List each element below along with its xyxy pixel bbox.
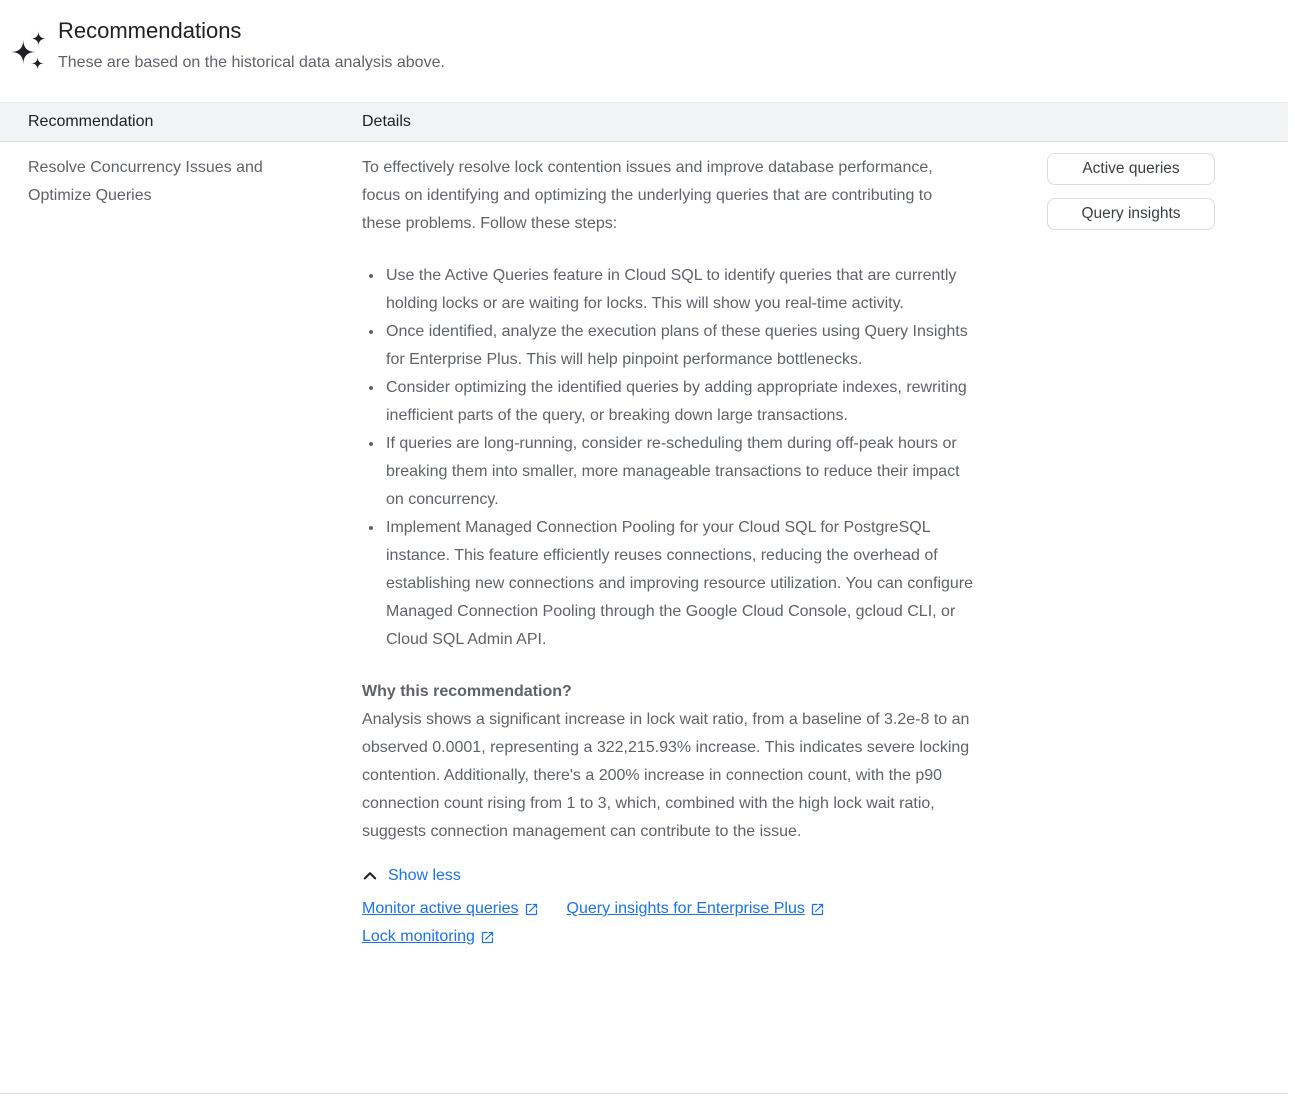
page-title: Recommendations bbox=[58, 18, 242, 43]
external-link-icon bbox=[810, 902, 825, 917]
table-header-row bbox=[0, 102, 1288, 142]
active-queries-chip[interactable]: Active queries bbox=[1047, 153, 1215, 185]
why-recommendation-text: Analysis shows a significant increase in lock wait ratio, from a baseline of 3.2e-8 to an observed 0.0001, representing a 322,215.93% increase. This indicates severe locking contention. Additionally, there's a 200% increase in connection count, with the p90 connection count rising from 1 to 3, which, combined with the high lock wait ratio, suggests connection management can contribute to the issue. bbox=[362, 711, 970, 840]
list-item: • Consider optimizing the identified queries by adding appropriate indexes, rewriting inefficient parts of the query, or breaking down large transactions. bbox=[384, 374, 974, 430]
header-text bbox=[58, 16, 445, 75]
panel-header bbox=[0, 0, 1295, 75]
list-item: • Use the Active Queries feature in Cloud SQL to identify queries that are currently holding locks or are waiting for locks. This will show you real-time activity. bbox=[384, 262, 974, 318]
list-item: • If queries are long-running, consider re-scheduling them during off-peak hours or breaking them into smaller, more manageable transactions to reduce their impact on concurrency. bbox=[384, 430, 974, 514]
link-monitor-active-queries[interactable] bbox=[362, 895, 539, 923]
details-intro: To effectively resolve lock contention issues and improve database performance, focus on identifying and optimizing the underlying queries that are contributing to these problems. Follow these steps: bbox=[362, 159, 933, 232]
external-link-icon bbox=[480, 930, 495, 945]
steps-list bbox=[362, 262, 974, 654]
show-less-button[interactable] bbox=[362, 862, 461, 890]
gemini-sparkle-icon bbox=[10, 28, 48, 74]
chevron-up-icon bbox=[362, 868, 378, 884]
related-links bbox=[362, 895, 974, 951]
list-item: • Once identified, analyze the execution plans of these queries using Query Insights for Enterprise Plus. This will help pinpoint performance bottlenecks. bbox=[384, 318, 974, 374]
links-row bbox=[362, 895, 974, 923]
recommendation-title-cell: Resolve Concurrency Issues and Optimize Queries bbox=[28, 159, 263, 204]
recommendations-table bbox=[0, 102, 1288, 1094]
list-item: • Implement Managed Connection Pooling for your Cloud SQL for PostgreSQL instance. This feature efficiently reuses connections, reducing the overhead of establishing new connections and improving resource utilization. You can configure Managed Connection Pooling through the Google Cloud Console, gcloud CLI, or Cloud SQL Admin API. bbox=[384, 514, 974, 654]
details-cell bbox=[362, 142, 1004, 951]
why-recommendation-heading: Why this recommendation? bbox=[362, 683, 572, 700]
link-label: Monitor active queries bbox=[362, 900, 519, 917]
link-lock-monitoring[interactable] bbox=[362, 923, 495, 951]
links-row bbox=[362, 923, 974, 951]
page-subtitle: These are based on the historical data analysis above. bbox=[58, 54, 445, 71]
table-row bbox=[0, 142, 1288, 1093]
query-insights-chip[interactable]: Query insights bbox=[1047, 198, 1215, 230]
external-link-icon bbox=[524, 902, 539, 917]
link-label: Lock monitoring bbox=[362, 928, 475, 945]
show-less-label: Show less bbox=[388, 867, 461, 884]
column-header-details: Details bbox=[362, 113, 411, 130]
link-query-insights-enterprise-plus[interactable] bbox=[567, 895, 825, 923]
link-label: Query insights for Enterprise Plus bbox=[566, 900, 805, 917]
column-header-recommendation: Recommendation bbox=[28, 113, 154, 130]
actions-cell bbox=[1004, 142, 1288, 243]
divider bbox=[0, 1093, 1288, 1094]
